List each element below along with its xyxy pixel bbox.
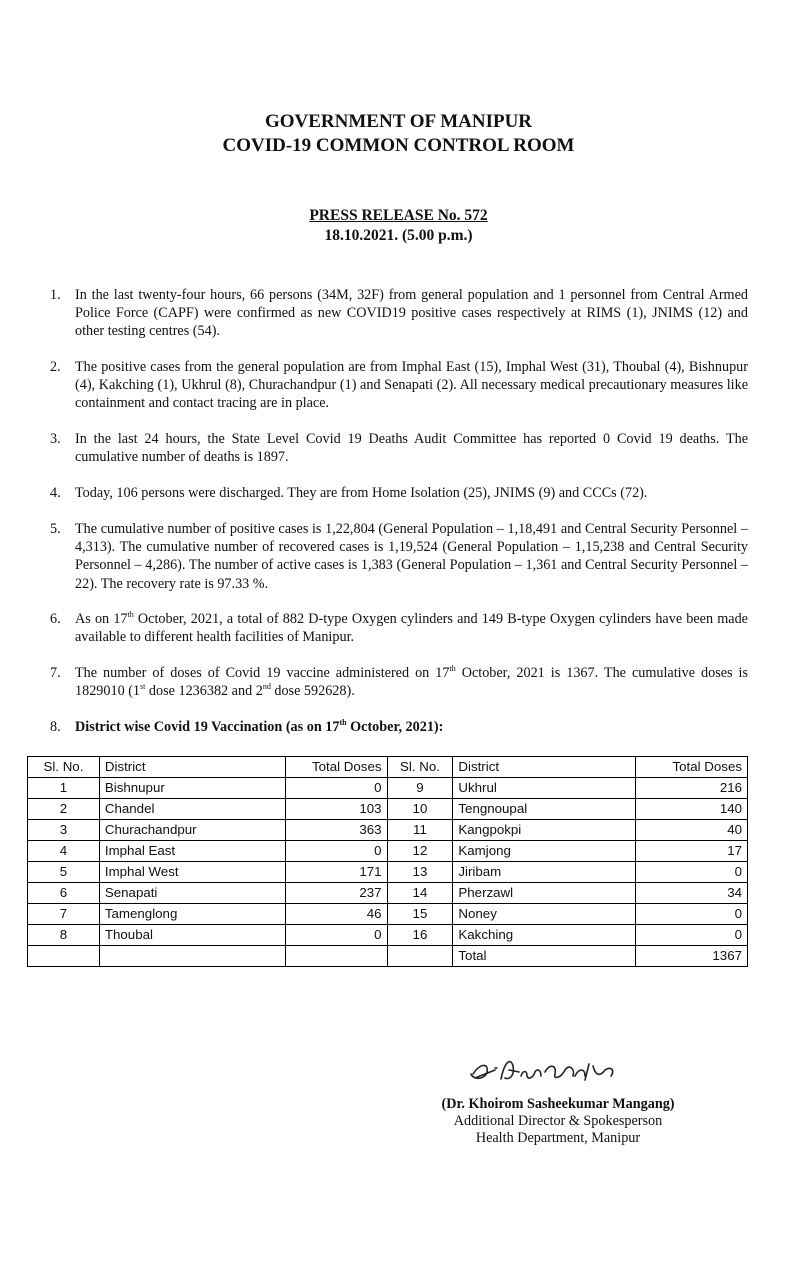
org-name: GOVERNMENT OF MANIPUR [264, 111, 533, 132]
column-header: Sl. No. [28, 757, 100, 778]
serial-cell: 11 [387, 820, 453, 841]
paragraph-text: Today, 106 persons were discharged. They are from Home Isolation (25), JNIMS (9) and CCCs (72). [75, 485, 648, 501]
doses-cell: 17 [636, 841, 748, 862]
doses-cell: 0 [636, 925, 748, 946]
column-header: District [99, 757, 285, 778]
doses-cell: 363 [285, 820, 387, 841]
doses-cell: 46 [285, 904, 387, 925]
district-cell: Senapati [99, 883, 285, 904]
doses-cell: 40 [636, 820, 748, 841]
control-room-name: COVID-19 COMMON CONTROL ROOM [222, 135, 575, 156]
table-row [28, 925, 748, 946]
district-cell: Chandel [99, 799, 285, 820]
paragraph-text: The cumulative number of positive cases is 1,22,804 (General Population – 1,18,491 and Central Security Personnel – 4,313). The cumulative number of recovered cases is 1,19,524 (General Population – 1,15,238 and Central Security Personnel – 4,286). The number of active cases is 1,383 (General Population – 1,361 and Central Security Personnel – 22). The recovery rate is 97.33 %. [75, 521, 748, 592]
district-cell: Jiribam [453, 862, 636, 883]
table-row [28, 799, 748, 820]
signatory-block [420, 1096, 696, 1147]
column-header: District [453, 757, 636, 778]
serial-cell: 12 [387, 841, 453, 862]
paragraph-4 [50, 484, 748, 502]
serial-cell: 5 [28, 862, 100, 883]
serial-cell: 10 [387, 799, 453, 820]
doses-cell: 0 [636, 904, 748, 925]
serial-cell: 15 [387, 904, 453, 925]
empty-cell [285, 946, 387, 967]
press-release-number: PRESS RELEASE No. 572 [309, 207, 488, 224]
doses-cell: 171 [285, 862, 387, 883]
district-cell: Kangpokpi [453, 820, 636, 841]
serial-cell: 2 [28, 799, 100, 820]
signatory-name: (Dr. Khoirom Sasheekumar Mangang) [441, 1096, 675, 1112]
district-cell: Tamenglong [99, 904, 285, 925]
paragraph-2 [50, 358, 748, 413]
paragraph-8 [50, 718, 748, 736]
district-cell: Ukhrul [453, 778, 636, 799]
paragraph-number: 8. [50, 719, 61, 735]
table-row [28, 904, 748, 925]
table-row [28, 820, 748, 841]
serial-cell: 9 [387, 778, 453, 799]
district-cell: Pherzawl [453, 883, 636, 904]
district-cell: Bishnupur [99, 778, 285, 799]
doses-cell: 0 [285, 841, 387, 862]
district-cell: Imphal East [99, 841, 285, 862]
empty-cell [28, 946, 100, 967]
serial-cell: 8 [28, 925, 100, 946]
district-cell: Tengnoupal [453, 799, 636, 820]
paragraph-7 [50, 664, 748, 700]
serial-cell: 13 [387, 862, 453, 883]
signature-image [465, 1052, 635, 1090]
column-header: Total Doses [636, 757, 748, 778]
paragraph-number: 1. [50, 287, 61, 303]
table-header-row [28, 757, 748, 778]
table-row [28, 841, 748, 862]
doses-cell: 216 [636, 778, 748, 799]
district-cell: Thoubal [99, 925, 285, 946]
serial-cell: 1 [28, 778, 100, 799]
paragraph-3 [50, 430, 748, 466]
paragraph-number: 5. [50, 521, 61, 537]
serial-cell: 3 [28, 820, 100, 841]
press-release-heading [0, 206, 797, 246]
paragraph-number: 3. [50, 431, 61, 447]
table-row [28, 883, 748, 904]
district-cell: Churachandpur [99, 820, 285, 841]
paragraph-number: 2. [50, 359, 61, 375]
doses-cell: 237 [285, 883, 387, 904]
district-cell: Noney [453, 904, 636, 925]
serial-cell: 14 [387, 883, 453, 904]
column-header: Sl. No. [387, 757, 453, 778]
district-cell: Imphal West [99, 862, 285, 883]
doses-cell: 0 [285, 778, 387, 799]
paragraph-text: In the last 24 hours, the State Level Covid 19 Deaths Audit Committee has reported 0 Covid 19 deaths. The cumulative number of deaths is 1897. [75, 431, 748, 466]
paragraph-text: In the last twenty-four hours, 66 persons (34M, 32F) from general population and 1 personnel from Central Armed Police Force (CAPF) were confirmed as new COVID19 positive cases respectively at RIMS (1), JNIMS (12) and other testing centres (54). [75, 287, 748, 340]
total-value: 1367 [636, 946, 748, 967]
doses-cell: 0 [636, 862, 748, 883]
table-caption: District wise Covid 19 Vaccination (as on 17th October, 2021): [75, 718, 444, 735]
serial-cell: 4 [28, 841, 100, 862]
district-cell: Kamjong [453, 841, 636, 862]
release-datetime: 18.10.2021. (5.00 p.m.) [324, 227, 473, 244]
vaccination-table [27, 756, 748, 967]
doses-cell: 34 [636, 883, 748, 904]
district-cell: Kakching [453, 925, 636, 946]
table-total-row [28, 946, 748, 967]
empty-cell [99, 946, 285, 967]
paragraph-5 [50, 520, 748, 593]
doses-cell: 0 [285, 925, 387, 946]
signatory-title: Additional Director & Spokesperson [453, 1113, 663, 1129]
serial-cell: 7 [28, 904, 100, 925]
paragraph-text: The positive cases from the general population are from Imphal East (15), Imphal West (31), Thoubal (4), Bishnupur (4), Kakching (1), Ukhrul (8), Churachandpur (1) and Senapati (2). All necessary medical precautionary measures like containment and contact tracing are in place. [75, 359, 748, 412]
paragraph-text: The number of doses of Covid 19 vaccine administered on 17th October, 2021 is 1367. The cumulative doses is 1829010 (1st dose 1236382 and 2nd dose 592628). [75, 664, 749, 700]
document-header [0, 110, 797, 158]
signatory-department: Health Department, Manipur [475, 1130, 641, 1146]
paragraph-6 [50, 610, 748, 646]
empty-cell [387, 946, 453, 967]
serial-cell: 16 [387, 925, 453, 946]
serial-cell: 6 [28, 883, 100, 904]
table-row [28, 862, 748, 883]
paragraph-number: 4. [50, 485, 61, 501]
doses-cell: 103 [285, 799, 387, 820]
paragraph-number: 6. [50, 611, 61, 627]
doses-cell: 140 [636, 799, 748, 820]
paragraph-text: As on 17th October, 2021, a total of 882 D-type Oxygen cylinders and 149 B-type Oxygen cylinders have been made available to different health facilities of Manipur. [75, 610, 748, 646]
column-header: Total Doses [285, 757, 387, 778]
table-row [28, 778, 748, 799]
paragraph-number: 7. [50, 665, 61, 681]
paragraph-1 [50, 286, 748, 341]
total-label: Total [453, 946, 636, 967]
